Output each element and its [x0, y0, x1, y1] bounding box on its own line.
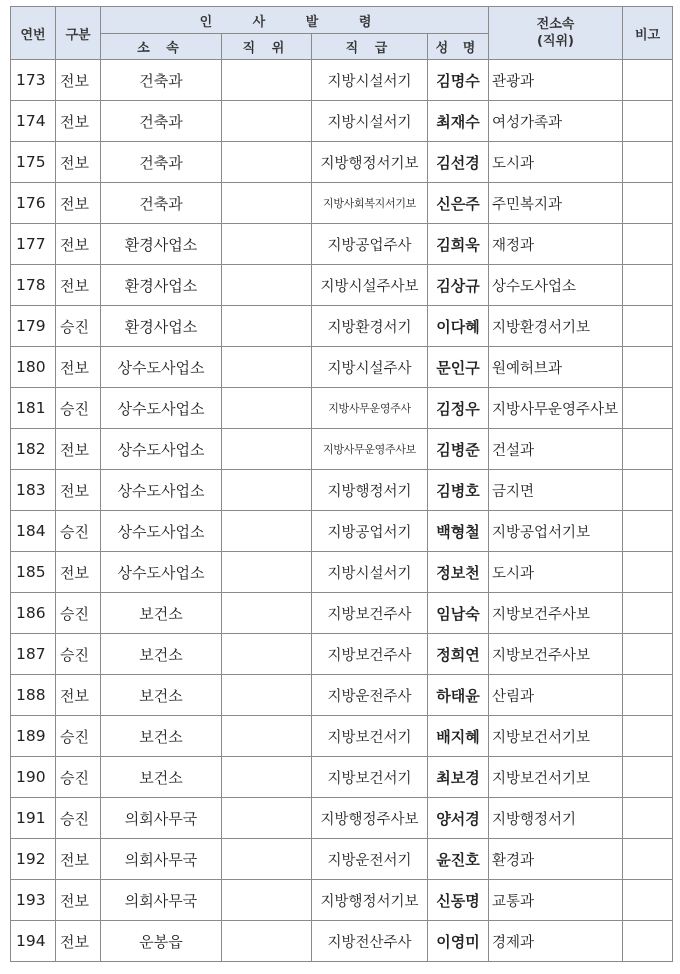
header-grade: 직 급: [312, 34, 428, 60]
name-cell: 윤진호: [428, 839, 489, 880]
header-dept: 소 속: [101, 34, 222, 60]
appointment-type-cell: 승진: [56, 634, 101, 675]
grade-cell: 지방행정서기보: [312, 880, 428, 921]
department-cell: 상수도사업소: [101, 347, 222, 388]
grade-cell: 지방운전주사: [312, 675, 428, 716]
previous-dept-cell: 경제과: [489, 921, 623, 962]
grade-cell: 지방보건서기: [312, 757, 428, 798]
position-cell: [222, 388, 312, 429]
table-body: [11, 60, 673, 962]
name-cell: 배지혜: [428, 716, 489, 757]
table-row: [11, 306, 673, 347]
row-number-cell: 192: [11, 839, 56, 880]
department-cell: 상수도사업소: [101, 429, 222, 470]
row-number-cell: 193: [11, 880, 56, 921]
note-cell: [623, 634, 673, 675]
department-cell: 상수도사업소: [101, 470, 222, 511]
table-row: [11, 675, 673, 716]
note-cell: [623, 757, 673, 798]
note-cell: [623, 142, 673, 183]
appointment-type-cell: 전보: [56, 429, 101, 470]
appointment-type-cell: 전보: [56, 265, 101, 306]
name-cell: 신동명: [428, 880, 489, 921]
table-row: [11, 921, 673, 962]
appointment-type-cell: 전보: [56, 60, 101, 101]
row-number-cell: 184: [11, 511, 56, 552]
position-cell: [222, 429, 312, 470]
position-cell: [222, 224, 312, 265]
appointment-type-cell: 전보: [56, 921, 101, 962]
table-row: [11, 388, 673, 429]
appointment-type-cell: 전보: [56, 347, 101, 388]
position-cell: [222, 347, 312, 388]
department-cell: 상수도사업소: [101, 552, 222, 593]
previous-dept-cell: 재정과: [489, 224, 623, 265]
table-row: [11, 716, 673, 757]
previous-dept-cell: 지방보건서기보: [489, 716, 623, 757]
position-cell: [222, 265, 312, 306]
position-cell: [222, 101, 312, 142]
appointment-type-cell: 승진: [56, 716, 101, 757]
previous-dept-cell: 주민복지과: [489, 183, 623, 224]
position-cell: [222, 839, 312, 880]
table-row: [11, 552, 673, 593]
department-cell: 보건소: [101, 757, 222, 798]
grade-cell: 지방시설주사보: [312, 265, 428, 306]
appointment-type-cell: 전보: [56, 101, 101, 142]
position-cell: [222, 921, 312, 962]
position-cell: [222, 552, 312, 593]
name-cell: 이다혜: [428, 306, 489, 347]
appointment-type-cell: 전보: [56, 224, 101, 265]
appointment-type-cell: 전보: [56, 183, 101, 224]
appointment-type-cell: 승진: [56, 388, 101, 429]
header-note: 비고: [623, 7, 673, 60]
previous-dept-cell: 지방사무운영주사보: [489, 388, 623, 429]
grade-cell: 지방보건서기: [312, 716, 428, 757]
department-cell: 의회사무국: [101, 839, 222, 880]
grade-cell: 지방사무운영주사: [312, 388, 428, 429]
grade-cell: 지방보건주사: [312, 634, 428, 675]
department-cell: 건축과: [101, 60, 222, 101]
name-cell: 김정우: [428, 388, 489, 429]
appointment-type-cell: 전보: [56, 839, 101, 880]
header-appointment-group: 인 사 발 령: [101, 7, 489, 34]
row-number-cell: 185: [11, 552, 56, 593]
grade-cell: 지방공업주사: [312, 224, 428, 265]
position-cell: [222, 511, 312, 552]
previous-dept-cell: 상수도사업소: [489, 265, 623, 306]
department-cell: 의회사무국: [101, 880, 222, 921]
previous-dept-cell: 여성가족과: [489, 101, 623, 142]
table-row: [11, 183, 673, 224]
name-cell: 김병호: [428, 470, 489, 511]
name-cell: 정보천: [428, 552, 489, 593]
note-cell: [623, 347, 673, 388]
grade-cell: 지방행정서기보: [312, 142, 428, 183]
grade-cell: 지방사무운영주사보: [312, 429, 428, 470]
header-previous-dept: 전소속 (직위): [489, 7, 623, 60]
previous-dept-cell: 건설과: [489, 429, 623, 470]
position-cell: [222, 60, 312, 101]
grade-cell: 지방행정서기: [312, 470, 428, 511]
appointment-type-cell: 승진: [56, 757, 101, 798]
grade-cell: 지방전산주사: [312, 921, 428, 962]
row-number-cell: 177: [11, 224, 56, 265]
position-cell: [222, 757, 312, 798]
personnel-appointment-table: [10, 6, 673, 962]
name-cell: 최재수: [428, 101, 489, 142]
department-cell: 상수도사업소: [101, 388, 222, 429]
appointment-type-cell: 전보: [56, 880, 101, 921]
department-cell: 환경사업소: [101, 224, 222, 265]
row-number-cell: 183: [11, 470, 56, 511]
name-cell: 하태윤: [428, 675, 489, 716]
previous-dept-cell: 지방보건주사보: [489, 634, 623, 675]
position-cell: [222, 634, 312, 675]
department-cell: 건축과: [101, 101, 222, 142]
grade-cell: 지방시설서기: [312, 552, 428, 593]
previous-dept-cell: 지방환경서기보: [489, 306, 623, 347]
previous-dept-cell: 환경과: [489, 839, 623, 880]
appointment-type-cell: 전보: [56, 142, 101, 183]
grade-cell: 지방행정주사보: [312, 798, 428, 839]
note-cell: [623, 101, 673, 142]
header-position: 직 위: [222, 34, 312, 60]
note-cell: [623, 429, 673, 470]
name-cell: 양서경: [428, 798, 489, 839]
department-cell: 환경사업소: [101, 306, 222, 347]
row-number-cell: 178: [11, 265, 56, 306]
row-number-cell: 190: [11, 757, 56, 798]
note-cell: [623, 675, 673, 716]
table-row: [11, 429, 673, 470]
previous-dept-cell: 금지면: [489, 470, 623, 511]
table-row: [11, 347, 673, 388]
name-cell: 이영미: [428, 921, 489, 962]
table-row: [11, 511, 673, 552]
note-cell: [623, 880, 673, 921]
table-row: [11, 839, 673, 880]
note-cell: [623, 306, 673, 347]
row-number-cell: 180: [11, 347, 56, 388]
row-number-cell: 174: [11, 101, 56, 142]
table-row: [11, 634, 673, 675]
position-cell: [222, 880, 312, 921]
table-row: [11, 798, 673, 839]
row-number-cell: 173: [11, 60, 56, 101]
department-cell: 상수도사업소: [101, 511, 222, 552]
appointment-type-cell: 승진: [56, 798, 101, 839]
row-number-cell: 194: [11, 921, 56, 962]
appointment-type-cell: 전보: [56, 470, 101, 511]
note-cell: [623, 60, 673, 101]
position-cell: [222, 675, 312, 716]
row-number-cell: 181: [11, 388, 56, 429]
appointment-type-cell: 전보: [56, 675, 101, 716]
previous-dept-cell: 산림과: [489, 675, 623, 716]
position-cell: [222, 306, 312, 347]
position-cell: [222, 716, 312, 757]
position-cell: [222, 183, 312, 224]
table-row: [11, 880, 673, 921]
name-cell: 신은주: [428, 183, 489, 224]
note-cell: [623, 921, 673, 962]
department-cell: 건축과: [101, 142, 222, 183]
appointment-type-cell: 승진: [56, 593, 101, 634]
table-row: [11, 142, 673, 183]
grade-cell: 지방환경서기: [312, 306, 428, 347]
department-cell: 보건소: [101, 593, 222, 634]
grade-cell: 지방시설주사: [312, 347, 428, 388]
table-row: [11, 265, 673, 306]
note-cell: [623, 839, 673, 880]
name-cell: 김상규: [428, 265, 489, 306]
previous-dept-cell: 도시과: [489, 142, 623, 183]
row-number-cell: 176: [11, 183, 56, 224]
grade-cell: 지방사회복지서기보: [312, 183, 428, 224]
table-row: [11, 224, 673, 265]
note-cell: [623, 265, 673, 306]
grade-cell: 지방시설서기: [312, 60, 428, 101]
row-number-cell: 179: [11, 306, 56, 347]
previous-dept-cell: 지방보건서기보: [489, 757, 623, 798]
position-cell: [222, 470, 312, 511]
appointment-type-cell: 승진: [56, 306, 101, 347]
previous-dept-cell: 도시과: [489, 552, 623, 593]
name-cell: 백형철: [428, 511, 489, 552]
previous-dept-cell: 지방행정서기: [489, 798, 623, 839]
department-cell: 환경사업소: [101, 265, 222, 306]
note-cell: [623, 183, 673, 224]
position-cell: [222, 593, 312, 634]
table-header: [11, 7, 673, 60]
department-cell: 보건소: [101, 675, 222, 716]
note-cell: [623, 470, 673, 511]
position-cell: [222, 142, 312, 183]
department-cell: 운봉읍: [101, 921, 222, 962]
note-cell: [623, 224, 673, 265]
row-number-cell: 182: [11, 429, 56, 470]
name-cell: 최보경: [428, 757, 489, 798]
row-number-cell: 188: [11, 675, 56, 716]
row-number-cell: 186: [11, 593, 56, 634]
table-row: [11, 470, 673, 511]
header-type: 구분: [56, 7, 101, 60]
name-cell: 김병준: [428, 429, 489, 470]
row-number-cell: 187: [11, 634, 56, 675]
note-cell: [623, 388, 673, 429]
header-no: 연번: [11, 7, 56, 60]
position-cell: [222, 798, 312, 839]
note-cell: [623, 798, 673, 839]
appointment-type-cell: 승진: [56, 511, 101, 552]
grade-cell: 지방공업서기: [312, 511, 428, 552]
table-row: [11, 101, 673, 142]
note-cell: [623, 552, 673, 593]
previous-dept-cell: 지방공업서기보: [489, 511, 623, 552]
note-cell: [623, 593, 673, 634]
previous-dept-cell: 원예허브과: [489, 347, 623, 388]
name-cell: 정희연: [428, 634, 489, 675]
name-cell: 김명수: [428, 60, 489, 101]
grade-cell: 지방시설서기: [312, 101, 428, 142]
previous-dept-cell: 교통과: [489, 880, 623, 921]
name-cell: 임남숙: [428, 593, 489, 634]
department-cell: 건축과: [101, 183, 222, 224]
grade-cell: 지방운전서기: [312, 839, 428, 880]
grade-cell: 지방보건주사: [312, 593, 428, 634]
previous-dept-cell: 지방보건주사보: [489, 593, 623, 634]
name-cell: 김선경: [428, 142, 489, 183]
table-row: [11, 60, 673, 101]
row-number-cell: 189: [11, 716, 56, 757]
note-cell: [623, 511, 673, 552]
table-row: [11, 757, 673, 798]
department-cell: 보건소: [101, 716, 222, 757]
row-number-cell: 191: [11, 798, 56, 839]
name-cell: 문인구: [428, 347, 489, 388]
name-cell: 김희욱: [428, 224, 489, 265]
row-number-cell: 175: [11, 142, 56, 183]
department-cell: 보건소: [101, 634, 222, 675]
appointment-type-cell: 전보: [56, 552, 101, 593]
table-row: [11, 593, 673, 634]
previous-dept-cell: 관광과: [489, 60, 623, 101]
header-name: 성 명: [428, 34, 489, 60]
note-cell: [623, 716, 673, 757]
department-cell: 의회사무국: [101, 798, 222, 839]
